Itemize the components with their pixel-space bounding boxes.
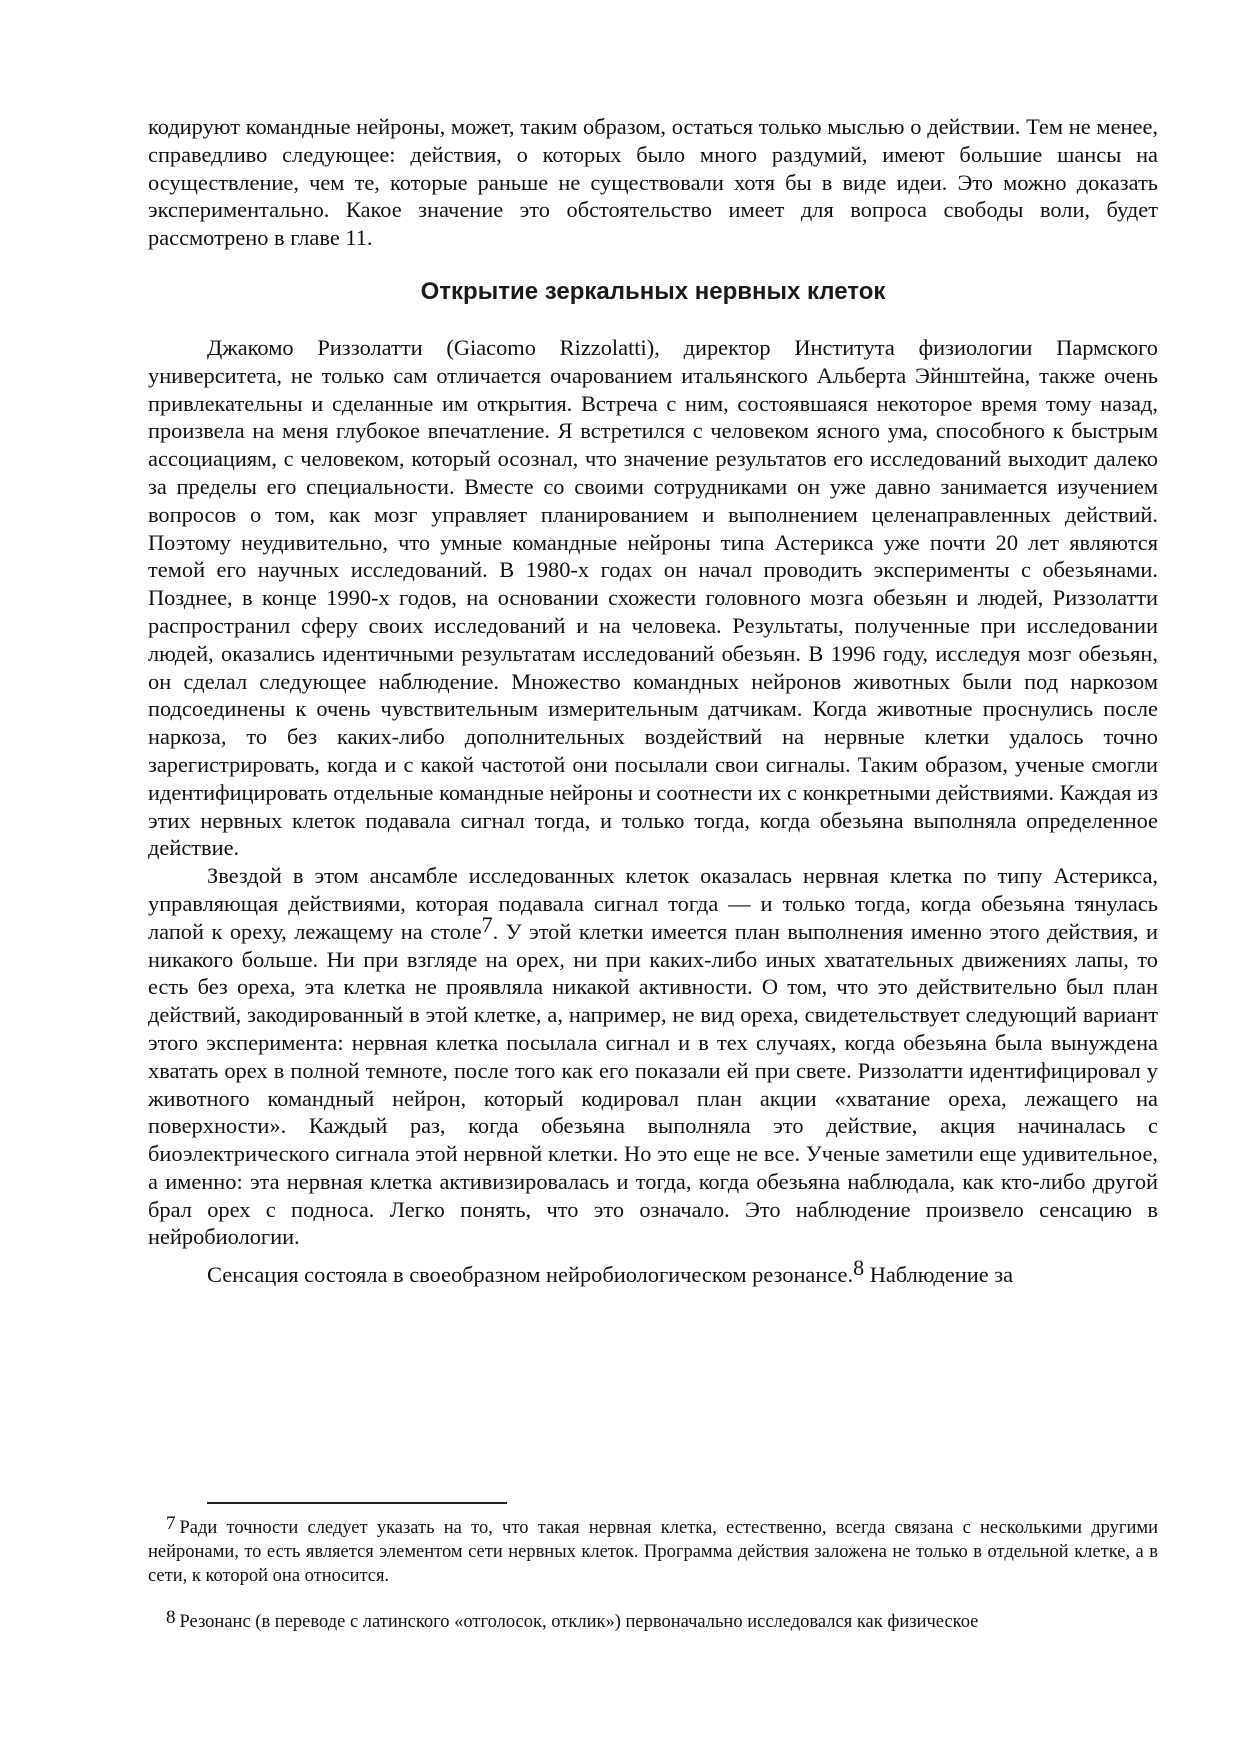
paragraph-rizzolatti: Джакомо Риззолатти (Giacomo Rizzolatti), директор Института физиологии Пармского университета, не только сам отличается очарованием итальянского Альберта Эйнштейна, также очень привлекательны и сделанные им открытия. Встреча с ним, состоявшаяся некоторое время тому назад, произвела на меня глубокое впечатление. Я встретился с человеком ясного ума, способного к быстрым ассоциациям, с человеком, который осознал, что значение результатов его исследований выходит далеко за пределы его специальности. Вместе со своими сотрудниками он уже давно занимается изучением вопросов о том, как мозг управляет планированием и выполнением целенаправленных действий. Поэтому неудивительно, что умные командные нейроны типа Астерикса уже почти 20 лет являются темой его научных исследований. В 1980-х годах он начал проводить эксперименты с обезьянами. Позднее, в конце 1990-х годов, на основании схожести головного мозга обезьян и людей, Риззолатти распространил сферу своих исследований и на человека. Результаты, полученные при исследовании людей, оказались идентичными результатам исследований обезьян. В 1996 году, исследуя мозг обезьян, он сделал следующее наблюдение. Множество командных нейронов животных были под наркозом подсоединены к очень чувствительным измерительным датчикам. Когда животные проснулись после наркоза, то без каких-либо дополнительных воздействий на нервные клетки удалось точно зарегистрировать, когда и с какой частотой они посылали свои сигналы. Таким образом, ученые смогли идентифицировать отдельные командные нейроны и соотнести их с конкретными действиями. Каждая из этих нервных клеток подавала сигнал тогда, и только тогда, когда обезьяна выполняла определенное действие. <box>148 334 1158 861</box>
paragraph-resonance-text-1: Сенсация состояла в своеобразном нейробиологическом резонансе. <box>207 1262 854 1288</box>
footnote-separator <box>207 1502 507 1504</box>
footnote-7-number: 7 <box>166 1513 176 1534</box>
paragraph-resonance-text-2: Наблюдение за <box>864 1262 1014 1288</box>
footnote-ref-7[interactable]: 7 <box>481 911 493 937</box>
paragraph-star-cell-text-1: Звездой в этом ансамбле исследованных клеток оказалась нервная клетка по типу Астерикса, управляющая действиями, которая подавала сигнал тогда — и только тогда, когда обезьяна тянулась лапой к ореху, лежащему на столе <box>148 863 1158 944</box>
section-heading: Открытие зеркальных нервных клеток <box>420 277 886 305</box>
paragraph-star-cell-text-2: . У этой клетки имеется план выполнения именно этого действия, и никакого больше. Ни при взгляде на орех, ни при каких-либо иных хватательных движениях лапы, то есть без ореха, эта клетка не проявляла никакой активности. О том, что это действительно был план действий, закодированный в этой клетке, а, например, не вид ореха, свидетельствует следующий вариант этого эксперимента: нервная клетка посылала сигнал и в тех случаях, когда обезьяна была вынуждена хватать орех в полной темноте, после того как его показали ей при свете. Риззолатти идентифицировал у животного командный нейрон, который кодировал план акции «хватание ореха, лежащего на поверхности». Каждый раз, когда обезьяна выполняла это действие, акция начиналась с биоэлектрического сигнала этой нервной клетки. Но это еще не все. Ученые заметили еще удивительное, а именно: эта нервная клетка активизировалась и тогда, когда обезьяна наблюдала, как кто-либо другой брал орех с подноса. Легко понять, что это означало. Это наблюдение произвело сенсацию в нейробиологии. <box>148 918 1158 1250</box>
page-body <box>148 113 1158 1289</box>
footnote-8-number: 8 <box>166 1607 176 1628</box>
footnote-8 <box>148 1607 1158 1634</box>
footnote-7-text: Ради точности следует указать на то, что такая нервная клетка, естественно, всегда связана с несколькими другими нейронами, то есть является элементом сети нервных клеток. Программа действия заложена не только в отдельной клетке, а в сети, к которой она относится. <box>148 1518 1158 1586</box>
footnote-8-text: Резонанс (в переводе с латинского «отголосок, отклик») первоначально исследовался как физическое <box>179 1612 979 1632</box>
intro-paragraph: кодируют командные нейроны, может, таким образом, остаться только мыслью о действии. Тем не менее, справедливо следующее: действия, о которых было много раздумий, имеют большие шансы на осуществление, чем те, которые раньше не существовали хотя бы в виде идеи. Это можно доказать экспериментально. Какое значение это обстоятельство имеет для вопроса свободы воли, будет рассмотрено в главе 11. <box>148 114 1158 251</box>
footnote-7 <box>148 1513 1158 1588</box>
paragraph-star-cell <box>148 862 1158 1251</box>
footnotes <box>148 1513 1158 1634</box>
footnote-ref-8[interactable]: 8 <box>853 1255 865 1281</box>
paragraph-resonance <box>148 1255 1158 1289</box>
